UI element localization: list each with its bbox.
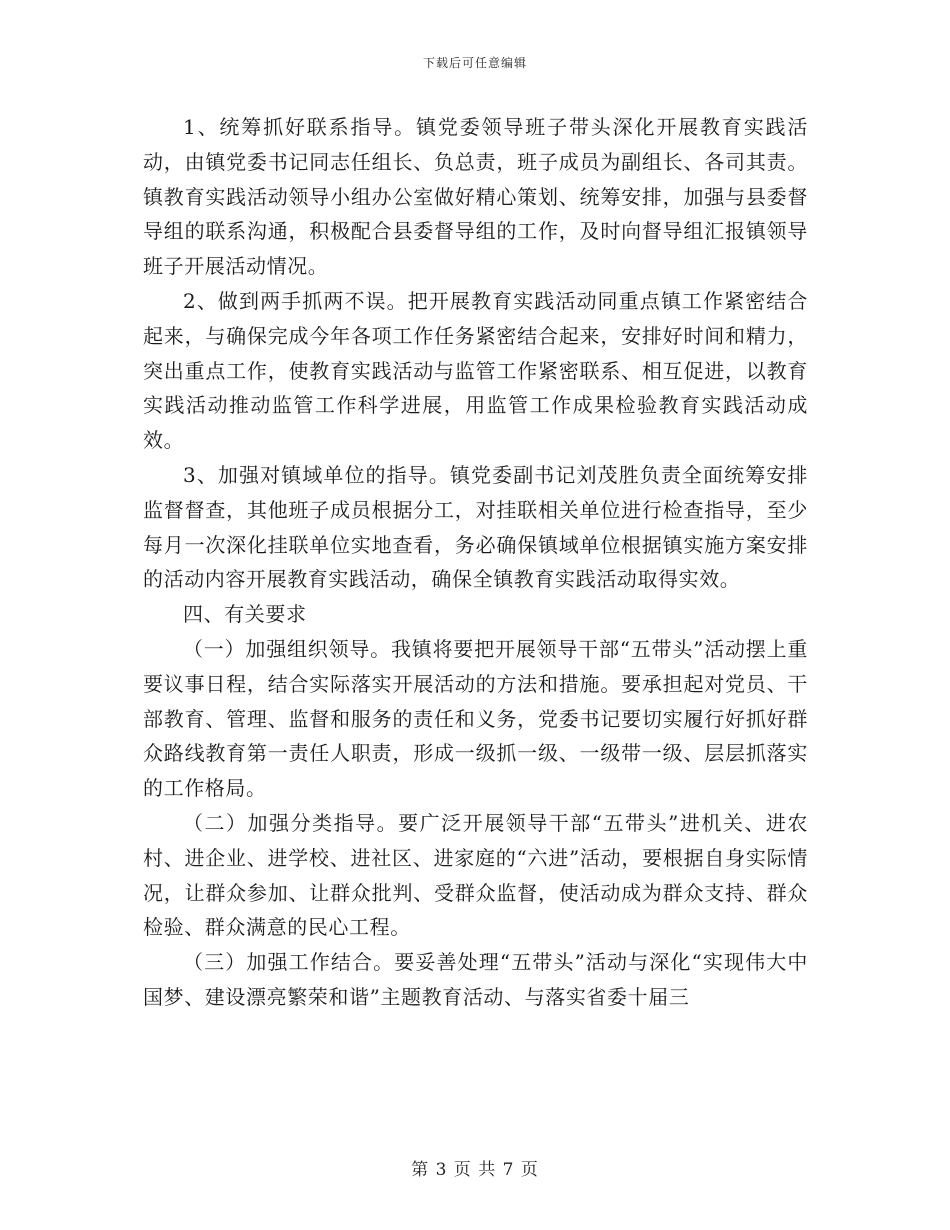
section-heading-requirements: 四、有关要求 xyxy=(183,602,307,627)
page-header-note: 下载后可任意编辑 xyxy=(422,56,527,70)
paragraph-item-2: 2、做到两手抓两不误。把开展教育实践活动同重点镇工作紧密结合起来，与确保完成今年各项工作任务紧密结合起来，安排好时间和精力，突出重点工作，使教育实践活动与监管工作紧密联系、相互促进，以教育实践活动推动监管工作科学进展，用监管工作成果检验教育实践活动成效。 xyxy=(143,288,808,453)
document-body xyxy=(143,110,808,1015)
paragraph-item-3: 3、加强对镇域单位的指导。镇党委副书记刘茂胜负责全面统筹安排监督督查，其他班子成员根据分工，对挂联相关单位进行检查指导，至少每月一次深化挂联单位实地查看，务必确保镇域单位根据镇实施方案安排的活动内容开展教育实践活动，确保全镇教育实践活动取得实效。 xyxy=(143,462,808,592)
paragraph-requirement-2: （二）加强分类指导。要广泛开展领导干部“五带头”进机关、进农村、进企业、进学校、进社区、进家庭的“六进”活动，要根据自身实际情况，让群众参加、让群众批判、受群众监督，使活动成为群众支持、群众检验、群众满意的民心工程。 xyxy=(143,810,808,940)
page-number-footer: 第 3 页 共 7 页 xyxy=(411,1160,539,1180)
paragraph-requirement-1: （一）加强组织领导。我镇将要把开展领导干部“五带头”活动摆上重要议事日程，结合实际落实开展活动的方法和措施。要承担起对党员、干部教育、管理、监督和服务的责任和义务，党委书记要切实履行好抓好群众路线教育第一责任人职责，形成一级抓一级、一级带一级、层层抓落实的工作格局。 xyxy=(143,636,808,801)
paragraph-requirement-3: （三）加强工作结合。要妥善处理“五带头”活动与深化“实现伟大中国梦、建设漂亮繁荣和谐”主题教育活动、与落实省委十届三 xyxy=(143,950,808,1009)
paragraph-item-1: 1、统筹抓好联系指导。镇党委领导班子带头深化开展教育实践活动，由镇党委书记同志任组长、负总责，班子成员为副组长、各司其责。镇教育实践活动领导小组办公室做好精心策划、统筹安排，加强与县委督导组的联系沟通，积极配合县委督导组的工作，及时向督导组汇报镇领导班子开展活动情况。 xyxy=(143,115,808,279)
